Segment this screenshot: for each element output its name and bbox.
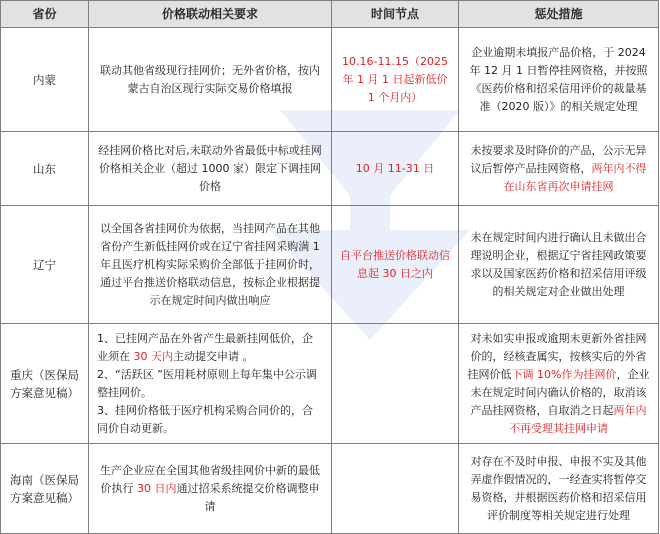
- header-requirement: 价格联动相关要求: [89, 1, 332, 28]
- table-row: [1, 324, 659, 444]
- province-cell: 山东: [1, 132, 89, 206]
- penalty-text: 未按要求及时降价的产品，公示无异议后暂停产品挂网资格，: [470, 143, 647, 175]
- penalty-cell: 对未如实申报或逾期未更新外省挂网价的，经核查属实，按核实后的外省挂网价低下调 10%作为挂网价，企业未在规定时间内确认价格的，取消该产品挂网资格，自取消之日起两年内不再受理其挂网申请: [459, 324, 659, 444]
- table-header-row: [1, 1, 659, 28]
- penalty-cell: 对存在不及时申报、申报不实及其他弄虚作假情况的，一经查实将暂停交易资格，并根据医药价格和招采信用评价制度等相关规定进行处理: [459, 444, 659, 534]
- timeline-cell: 10.16-11.15（2025 年 1 月 1 日起新低价 1 个月内）: [332, 28, 459, 132]
- requirement-item: 1、已挂网产品在外省产生最新挂网低价，企业须在 30 天内主动提交申请 。: [97, 331, 313, 363]
- penalty-highlight: 下调 10%作为挂网价: [511, 367, 617, 381]
- requirement-cell: 经挂网价格比对后,未联动外省最低中标或挂网价格相关企业（超过 1000 家）限定下调挂网价格: [89, 132, 332, 206]
- table-row: [1, 132, 659, 206]
- penalty-cell: 企业逾期未填报产品价格，于 2024 年 12 月 1 日暂停挂网资格，并按照《医药价格和招采信用评价的裁量基准（2020 版）》的相关规定处理: [459, 28, 659, 132]
- table-row: [1, 206, 659, 324]
- header-province: 省份: [1, 1, 89, 28]
- table-row: [1, 444, 659, 534]
- penalty-cell: 未在规定时间内进行确认且未做出合理说明企业，根据辽宁省挂网政策要求以及国家医药价格和招采信用评级的相关规定对企业做出处理: [459, 206, 659, 324]
- province-cell: 内蒙: [1, 28, 89, 132]
- penalty-highlight: 两年内不得在山东省再次申请挂网: [503, 161, 647, 193]
- timeline-cell: 10 月 11-31 日: [332, 132, 459, 206]
- header-penalty: 惩处措施: [459, 1, 659, 28]
- requirement-cell: [89, 324, 332, 444]
- province-cell: 重庆（医保局方案意见稿）: [1, 324, 89, 444]
- province-cell: 海南（医保局方案意见稿）: [1, 444, 89, 534]
- requirement-item: 3、挂网价格低于医疗机构采购合同价的，合同价自动更新。: [97, 403, 313, 435]
- requirement-cell: 生产企业应在全国其他省级挂网价中新的最低价执行 30 日内通过招采系统提交价格调整申请: [89, 444, 332, 534]
- table-row: [1, 28, 659, 132]
- requirement-cell: 联动其他省级现行挂网价；无外省价格，按内蒙古自治区现行实际交易价格填报: [89, 28, 332, 132]
- timeline-cell: 自平台推送价格联动信息起 30 日之内: [332, 206, 459, 324]
- requirement-item: 2、“活跃区 ”医用耗材原则上每年集中公示调整挂网价。: [97, 367, 317, 399]
- timeline-cell: [332, 324, 459, 444]
- province-cell: 辽宁: [1, 206, 89, 324]
- timeline-cell: [332, 444, 459, 534]
- penalty-cell: [459, 132, 659, 206]
- requirement-cell: 以全国各省挂网价为依据，当挂网产品在其他省份产生新低挂网价或在辽宁省挂网采购满 1 年且医疗机构实际采购价全部低于挂网价时，通过平台推送价格联动信息，按标企业根据提示在规定时间内做出响应: [89, 206, 332, 324]
- header-timeline: 时间节点: [332, 1, 459, 28]
- penalty-highlight: 两年内不再受理其挂网申请: [509, 403, 647, 435]
